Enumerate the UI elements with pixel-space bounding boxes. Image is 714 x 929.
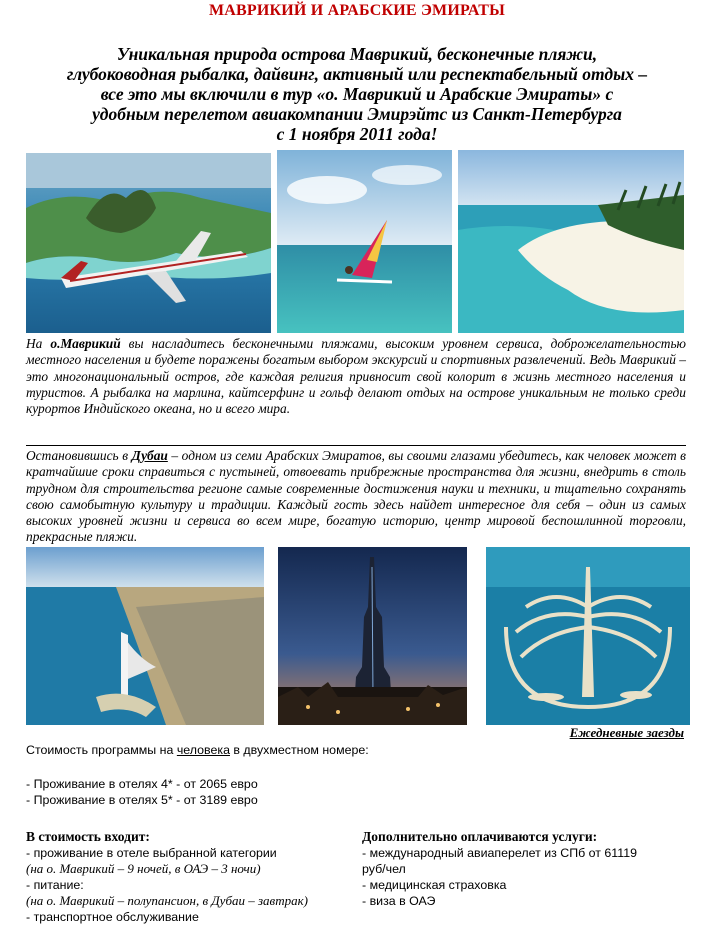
intro-line: с 1 ноября 2011 года! xyxy=(276,124,438,144)
palm-beach-photo xyxy=(458,150,684,333)
included-heading: В стоимость входит: xyxy=(26,829,150,844)
included-item-note: (на о. Маврикий – полупансион, в Дубаи – завтрак) xyxy=(26,893,308,908)
dubai-place: Дубаи xyxy=(131,448,168,463)
windsurf-photo xyxy=(277,150,452,333)
price-intro-person: человека xyxy=(176,743,230,757)
dubai-description xyxy=(26,448,686,546)
included-item: - питание: xyxy=(26,878,84,892)
included-item-note: (на о. Маврикий – 9 ночей, в ОАЭ – 3 ночи) xyxy=(26,861,261,876)
dubai-coast-burj-al-arab-photo xyxy=(26,547,264,725)
price-intro-after: в двухместном номере: xyxy=(229,743,369,757)
burj-khalifa-night-photo xyxy=(278,547,467,725)
extra-item: - международный авиаперелет из СПб от 61119 xyxy=(362,846,638,860)
mauritius-lead: На xyxy=(26,336,51,351)
price-list xyxy=(26,776,258,808)
included-section xyxy=(26,829,356,925)
intro-line: удобным перелетом авиакомпании Эмирэйтс из Санкт-Петербурга xyxy=(92,104,622,124)
mauritius-place: о.Маврикий xyxy=(50,336,121,351)
mauritius-text: вы насладитесь бесконечными пляжами, высоким уровнем сервиса, доброжелательностью местного населения и будете поражены богатым выбором экскурсий и спортивных развлечений. Ведь Маврикий – это многонациональный остров, где каждая религия привносит свой колорит в жизнь местного населения и туристов. А рыбалка на марлина, кайтсерфинг и гольф делают отдых на острове уникальным не только среди курортов Индийского океана, но и всего мира. xyxy=(26,336,686,417)
dubai-text: – одном из семи Арабских Эмиратов, вы своими глазами убедитесь, как человек может в кратчайшие сроки справиться с пустыней, отвоевать прибрежные пространства для жизни, внедрить в столь трудном для строительства регионе самые современные достижения науки и техники, и тщательно сохранять свою самобытную культуру и традиции. Каждый гость здесь найдет интересное для себя – один из самых высоких уровней жизни и сервиса во всем мире, богатую историю, центр мировой беспошлинной торговли, прекрасные пляжи. xyxy=(26,448,686,545)
divider xyxy=(26,445,686,446)
intro-line: все это мы включили в тур «о. Маврикий и Арабские Эмираты» с xyxy=(100,84,614,104)
price-intro xyxy=(26,742,369,758)
included-item: - транспортное обслуживание xyxy=(26,910,199,924)
palm-jumeirah-island-photo xyxy=(486,547,690,725)
mauritius-island-airplane-photo xyxy=(26,153,271,333)
intro-line: глубоководная рыбалка, дайвинг, активный или респектабельный отдых – xyxy=(66,64,648,84)
extra-item: - медицинская страховка xyxy=(362,878,507,892)
daily-flights-note: Ежедневные заезды xyxy=(569,725,684,740)
extra-heading: Дополнительно оплачиваются услуги: xyxy=(362,829,598,844)
price-intro-before: Стоимость программы на xyxy=(26,743,177,757)
dubai-lead: Остановившись в xyxy=(26,448,132,463)
page-title: МАВРИКИЙ И АРАБСКИЕ ЭМИРАТЫ xyxy=(208,2,506,19)
intro-text xyxy=(40,44,674,144)
price-item: - Проживание в отелях 4* - от 2065 евро xyxy=(26,777,258,791)
included-item: - проживание в отеле выбранной категории xyxy=(26,846,277,860)
intro-line: Уникальная природа острова Маврикий, бесконечные пляжи, xyxy=(116,44,598,64)
extra-item: руб/чел xyxy=(362,862,406,876)
mauritius-description xyxy=(26,336,686,417)
extra-services-section xyxy=(362,829,692,909)
price-item: - Проживание в отелях 5* - от 3189 евро xyxy=(26,793,258,807)
extra-item: - виза в ОАЭ xyxy=(362,894,436,908)
